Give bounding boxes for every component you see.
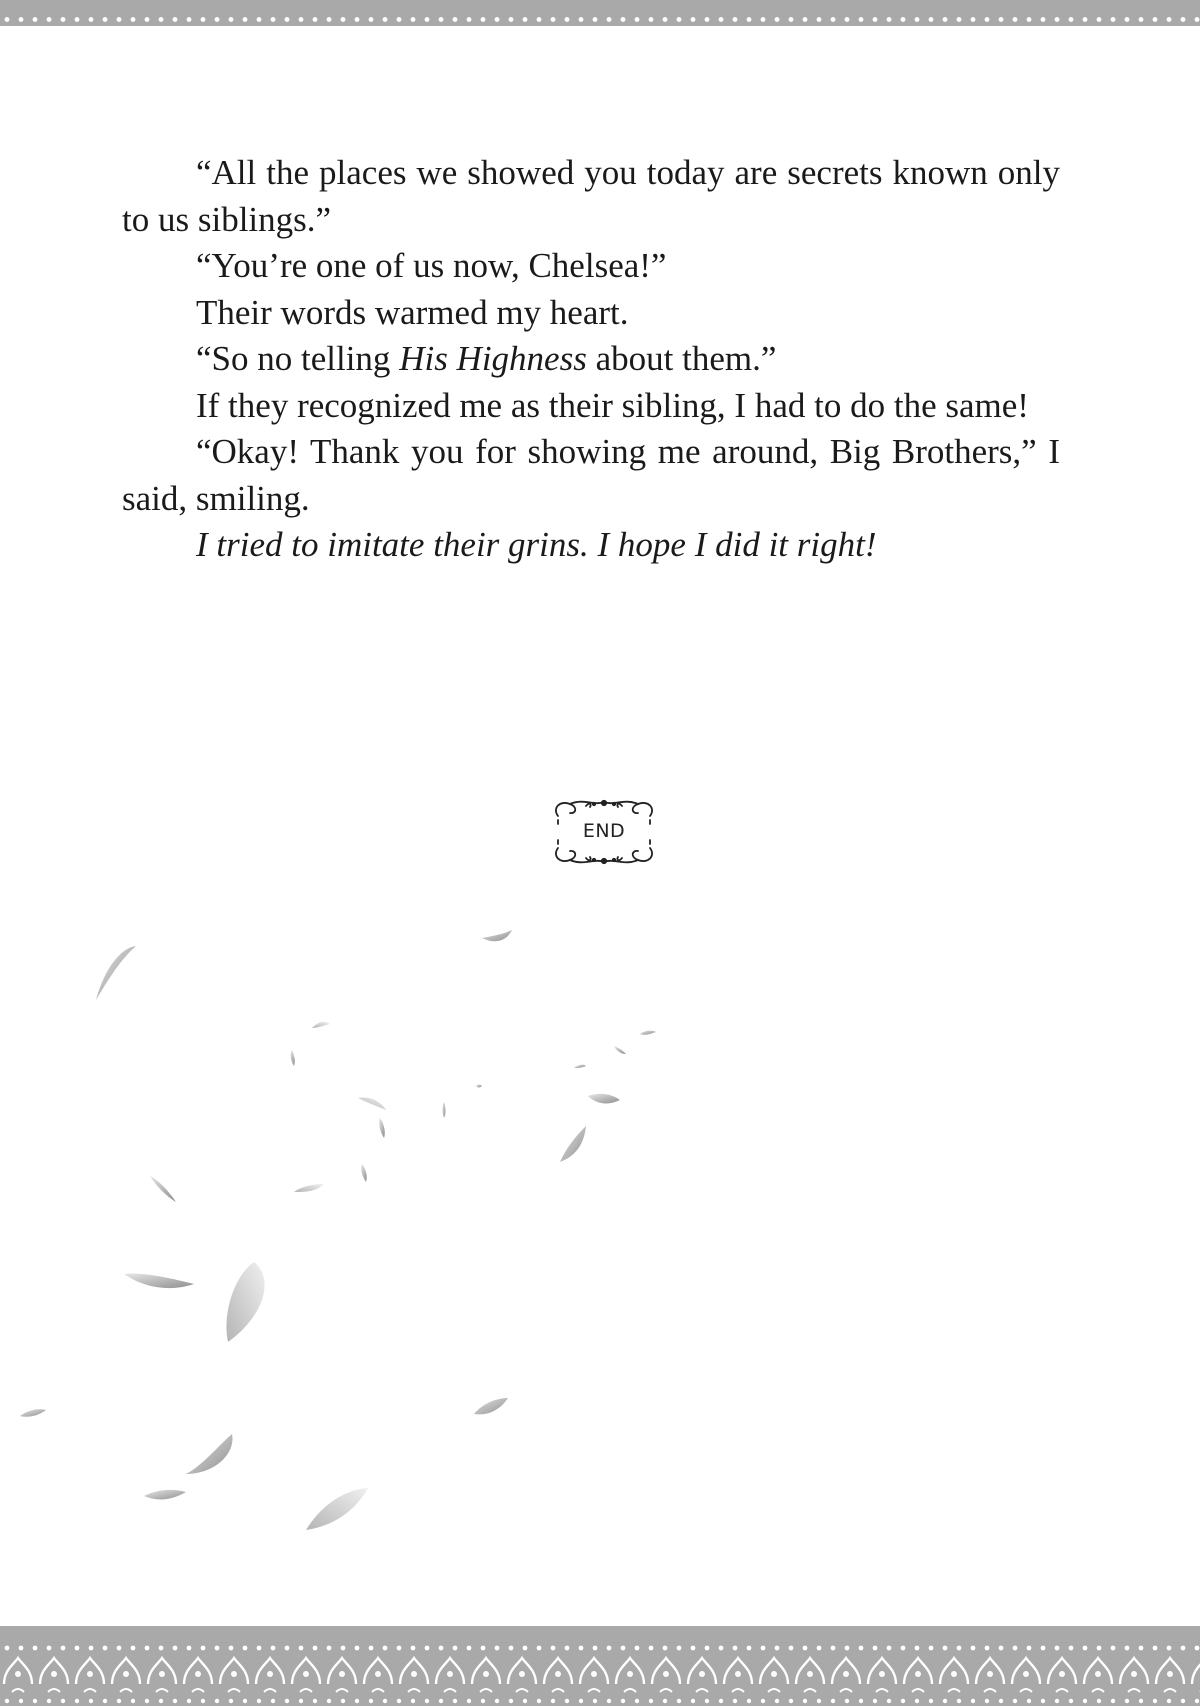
story-paragraph — [122, 336, 1060, 383]
paragraph-text: “Okay! Thank you for showing me around, Big Brothers,” I said, smiling. — [122, 432, 1060, 518]
paragraph-text: If they recognized me as their sibling, I had to do the same! — [196, 385, 1029, 425]
falling-petals-icon — [0, 900, 700, 1580]
story-text — [122, 150, 1060, 569]
paragraph-text: about them.” — [586, 339, 777, 378]
dotted-border-icon — [0, 16, 1200, 23]
story-paragraph — [122, 383, 1060, 430]
paragraph-text: “You’re one of us now, Chelsea!” — [196, 246, 667, 285]
bottom-lace-border — [0, 1626, 1200, 1706]
story-paragraph — [122, 429, 1060, 522]
story-paragraph — [122, 290, 1060, 337]
story-paragraph — [122, 522, 1060, 569]
top-dotted-border — [0, 0, 1200, 26]
paragraph-text: “All the places we showed you today are secrets known only to us siblings.” — [122, 153, 1060, 239]
italic-text: I tried to imitate their grins. I hope I did it right! — [196, 525, 877, 564]
end-label: END — [582, 820, 626, 842]
paragraph-text: Their words warmed my heart. — [196, 292, 629, 332]
story-paragraph — [122, 243, 1060, 290]
lace-border-icon — [0, 1626, 1200, 1706]
story-paragraph — [122, 150, 1060, 243]
paragraph-text: “So no telling — [196, 339, 400, 378]
end-ornament — [548, 794, 660, 870]
italic-text: His Highness — [399, 339, 587, 378]
